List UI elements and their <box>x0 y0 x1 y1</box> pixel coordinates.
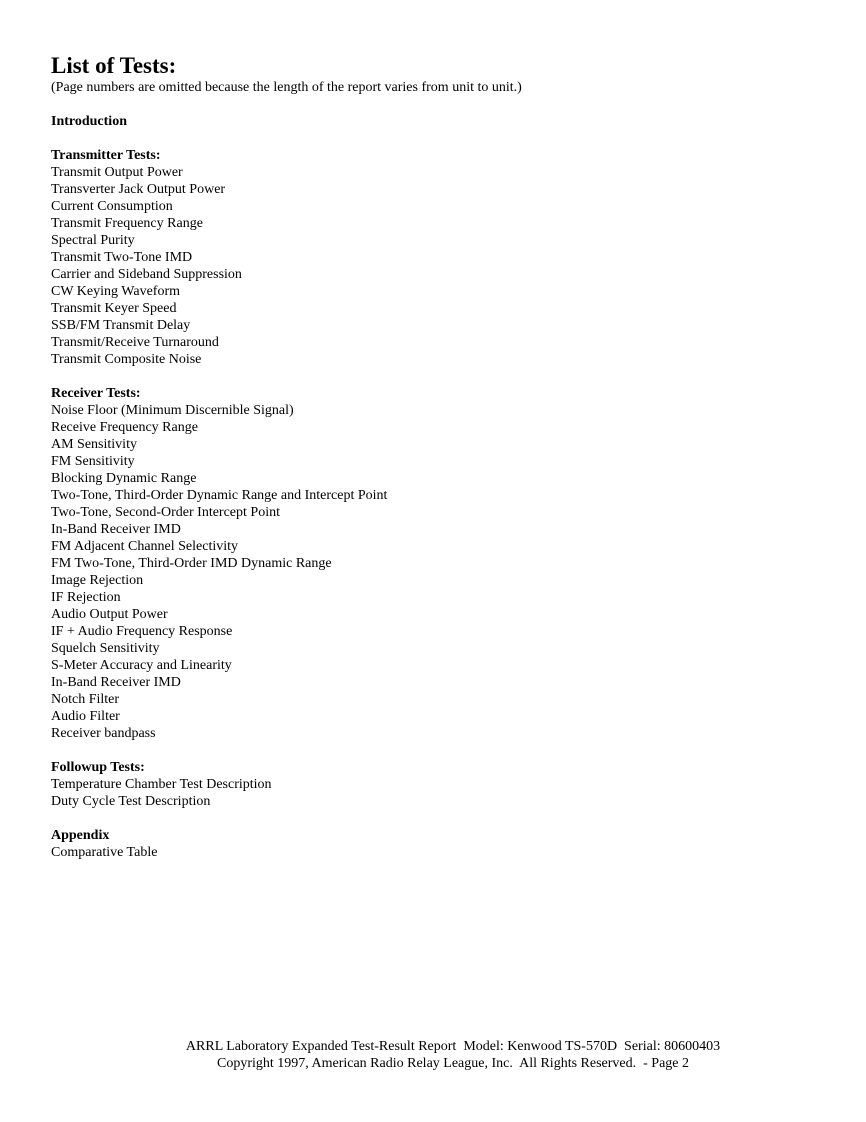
test-list <box>51 164 831 368</box>
document-page <box>51 52 831 861</box>
list-item: S-Meter Accuracy and Linearity <box>51 658 232 673</box>
page-subtitle: (Page numbers are omitted because the length of the report varies from unit to unit.) <box>51 80 522 95</box>
section-3 <box>51 759 831 810</box>
section-4 <box>51 827 831 861</box>
list-item: Squelch Sensitivity <box>51 641 160 656</box>
list-item: Two-Tone, Third-Order Dynamic Range and Intercept Point <box>51 488 388 503</box>
test-list <box>51 402 831 742</box>
list-item: Receive Frequency Range <box>51 420 198 435</box>
list-item: Spectral Purity <box>51 233 135 248</box>
list-item: IF + Audio Frequency Response <box>51 624 233 639</box>
list-item: AM Sensitivity <box>51 437 137 452</box>
list-item: In-Band Receiver IMD <box>51 675 181 690</box>
page-footer <box>0 1038 866 1072</box>
footer-copyright-line: Copyright 1997, American Radio Relay League, Inc. All Rights Reserved. - Page 2 <box>216 1056 689 1071</box>
footer-report-line: ARRL Laboratory Expanded Test-Result Report Model: Kenwood TS-570D Serial: 80600403 <box>185 1039 721 1054</box>
list-item: Carrier and Sideband Suppression <box>51 267 242 282</box>
list-item: Image Rejection <box>51 573 144 588</box>
section-1 <box>51 147 831 368</box>
list-item: In-Band Receiver IMD <box>51 522 181 537</box>
list-item: CW Keying Waveform <box>51 284 180 299</box>
list-item: Blocking Dynamic Range <box>51 471 197 486</box>
list-item: Duty Cycle Test Description <box>51 794 211 809</box>
list-item: Transmit/Receive Turnaround <box>51 335 219 350</box>
list-item: Two-Tone, Second-Order Intercept Point <box>51 505 280 520</box>
list-item: IF Rejection <box>51 590 121 605</box>
list-item: Transverter Jack Output Power <box>51 182 226 197</box>
list-item: Transmit Keyer Speed <box>51 301 177 316</box>
list-item: FM Two-Tone, Third-Order IMD Dynamic Range <box>51 556 332 571</box>
section-2 <box>51 385 831 742</box>
section-heading: Transmitter Tests: <box>51 148 161 163</box>
list-item: Transmit Two-Tone IMD <box>51 250 193 265</box>
list-item: Transmit Frequency Range <box>51 216 203 231</box>
list-item: FM Sensitivity <box>51 454 135 469</box>
section-heading: Receiver Tests: <box>51 386 141 401</box>
list-item: Comparative Table <box>51 845 158 860</box>
list-item: Audio Filter <box>51 709 120 724</box>
list-item: FM Adjacent Channel Selectivity <box>51 539 239 554</box>
page-title: List of Tests: <box>51 53 177 78</box>
list-item: SSB/FM Transmit Delay <box>51 318 191 333</box>
list-item: Receiver bandpass <box>51 726 156 741</box>
test-list <box>51 844 831 861</box>
list-item: Audio Output Power <box>51 607 168 622</box>
list-item: Transmit Composite Noise <box>51 352 202 367</box>
list-item: Transmit Output Power <box>51 165 183 180</box>
list-item: Notch Filter <box>51 692 120 707</box>
sections-container <box>51 113 831 861</box>
list-item: Noise Floor (Minimum Discernible Signal) <box>51 403 294 418</box>
section-0 <box>51 113 831 130</box>
section-heading: Followup Tests: <box>51 760 145 775</box>
test-list <box>51 776 831 810</box>
section-heading: Appendix <box>51 828 110 843</box>
section-heading: Introduction <box>51 114 127 129</box>
list-item: Temperature Chamber Test Description <box>51 777 272 792</box>
list-item: Current Consumption <box>51 199 173 214</box>
